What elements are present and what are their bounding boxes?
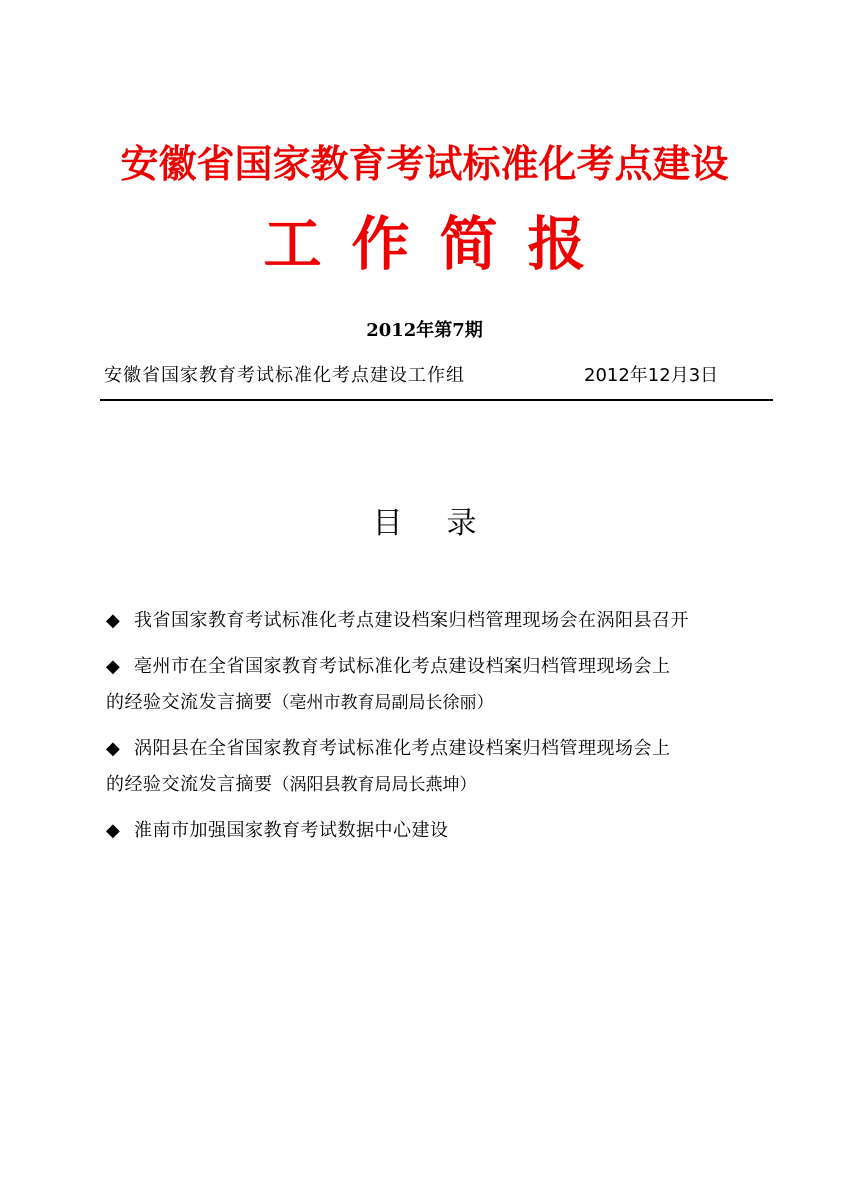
toc-heading: 目录 <box>372 506 521 541</box>
toc-item-speaker: （涡阳县教育局局长燕坤） <box>272 775 477 795</box>
bulletin-title: 安徽省国家教育考试标准化考点建设 <box>120 142 729 186</box>
publisher-row <box>104 362 772 390</box>
header-divider <box>100 399 773 401</box>
toc-item-title: 亳州市在全省国家教育考试标准化考点建设档案归档管理现场会上 <box>134 656 671 677</box>
toc-item <box>106 813 776 849</box>
toc-item <box>106 731 776 803</box>
toc-item-title: 淮南市加强国家教育考试数据中心建设 <box>134 820 449 841</box>
toc-item-speaker: （亳州市教育局副局长徐丽） <box>272 693 494 713</box>
diamond-bullet-icon: ◆ <box>106 820 120 841</box>
toc-item-continuation <box>106 767 776 803</box>
bulletin-subtitle: 工作简报 <box>263 210 616 278</box>
toc-item-title-cont: 的经验交流发言摘要 <box>106 774 273 795</box>
toc-item-continuation <box>106 685 776 721</box>
publish-date: 2012年12月3日 <box>584 365 719 386</box>
toc-item-title: 涡阳县在全省国家教育考试标准化考点建设档案归档管理现场会上 <box>134 738 671 759</box>
toc-list <box>106 603 776 859</box>
issue-number: 2012年第7期 <box>366 320 483 341</box>
toc-item-title-cont: 的经验交流发言摘要 <box>106 692 273 713</box>
toc-item <box>106 649 776 721</box>
toc-item-title: 我省国家教育考试标准化考点建设档案归档管理现场会在涡阳县召开 <box>134 610 689 631</box>
publisher-name: 安徽省国家教育考试标准化考点建设工作组 <box>104 365 465 386</box>
diamond-bullet-icon: ◆ <box>106 738 120 759</box>
diamond-bullet-icon: ◆ <box>106 656 120 677</box>
toc-item <box>106 603 776 639</box>
diamond-bullet-icon: ◆ <box>106 610 120 631</box>
